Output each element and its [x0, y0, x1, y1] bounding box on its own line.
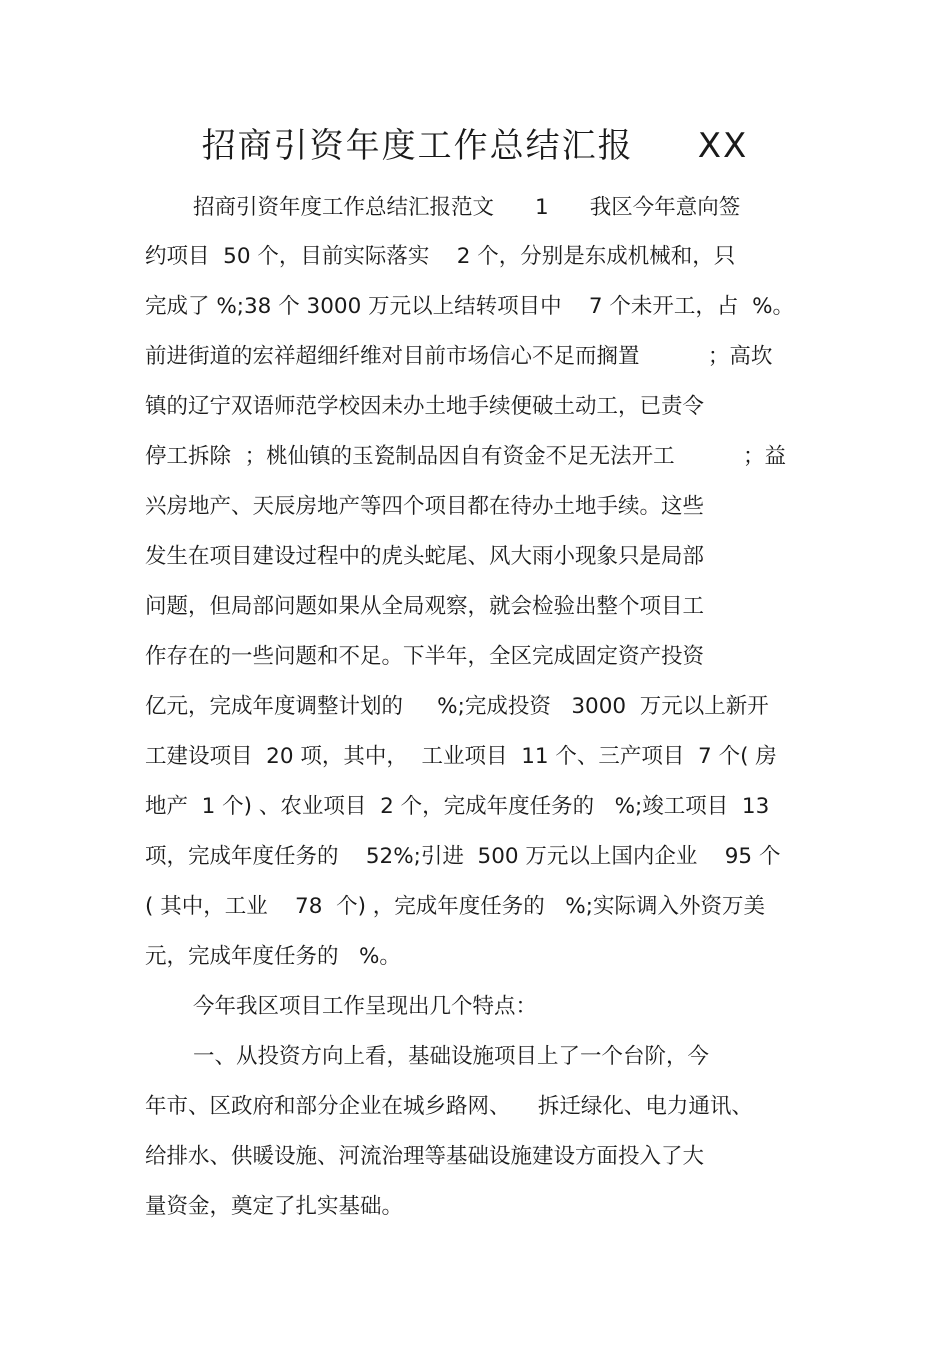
paragraph-line: 元，完成年度任务的 %。: [145, 944, 401, 969]
paragraph-line: 亿元，完成年度调整计划的 %;完成投资 3000 万元以上新开: [145, 694, 769, 719]
paragraph-line: 量资金，奠定了扎实基础。: [145, 1194, 404, 1219]
paragraph-line: 约项目 50 个，目前实际落实 2 个，分别是东成机械和，只: [145, 244, 736, 269]
paragraph-line: 作存在的一些问题和不足。下半年，全区完成固定资产投资: [145, 644, 705, 669]
paragraph-line: ( 其中，工业 78 个) ，完成年度任务的 %;实际调入外资万美: [145, 894, 765, 919]
paragraph-line: 发生在项目建设过程中的虎头蛇尾、风大雨小现象只是局部: [145, 544, 705, 569]
paragraph-line: 前进街道的宏祥超细纤维对目前市场信心不足而搁置 ；高坎: [145, 344, 773, 369]
paragraph-line: 项，完成年度任务的 52%;引进 500 万元以上国内企业 95 个: [145, 844, 781, 869]
paragraph-line: 兴房地产、天辰房地产等四个项目都在待办土地手续。这些: [145, 494, 705, 519]
paragraph-line: 给排水、供暖设施、河流治理等基础设施建设方面投入了大: [145, 1144, 705, 1169]
paragraph-line: 问题，但局部问题如果从全局观察，就会检验出整个项目工: [145, 594, 705, 619]
paragraph-line: 年市、区政府和部分企业在城乡路网、 拆迁绿化、电力通讯、: [145, 1094, 753, 1119]
paragraph-line: 今年我区项目工作呈现出几个特点：: [193, 994, 538, 1019]
paragraph-line: 工建设项目 20 项，其中， 工业项目 11 个、三产项目 7 个( 房: [145, 744, 777, 769]
paragraph-line: 镇的辽宁双语师范学校因未办土地手续便破土动工，已责令: [145, 394, 705, 419]
paragraph-line: 地产 1 个) 、农业项目 2 个，完成年度任务的 %;竣工项目 13: [145, 794, 770, 819]
paragraph-line: 招商引资年度工作总结汇报范文 1 我区今年意向签: [193, 195, 741, 220]
paragraph-line: 完成了 %;38 个 3000 万元以上结转项目中 7 个未开工，占 %。: [145, 294, 795, 319]
paragraph-line: 一、从投资方向上看，基础设施项目上了一个台阶，今: [193, 1044, 710, 1069]
document-title: 招商引资年度工作总结汇报 XX: [201, 126, 749, 166]
paragraph-line: 停工拆除 ；桃仙镇的玉瓷制品因自有资金不足无法开工 ；益: [145, 444, 787, 469]
